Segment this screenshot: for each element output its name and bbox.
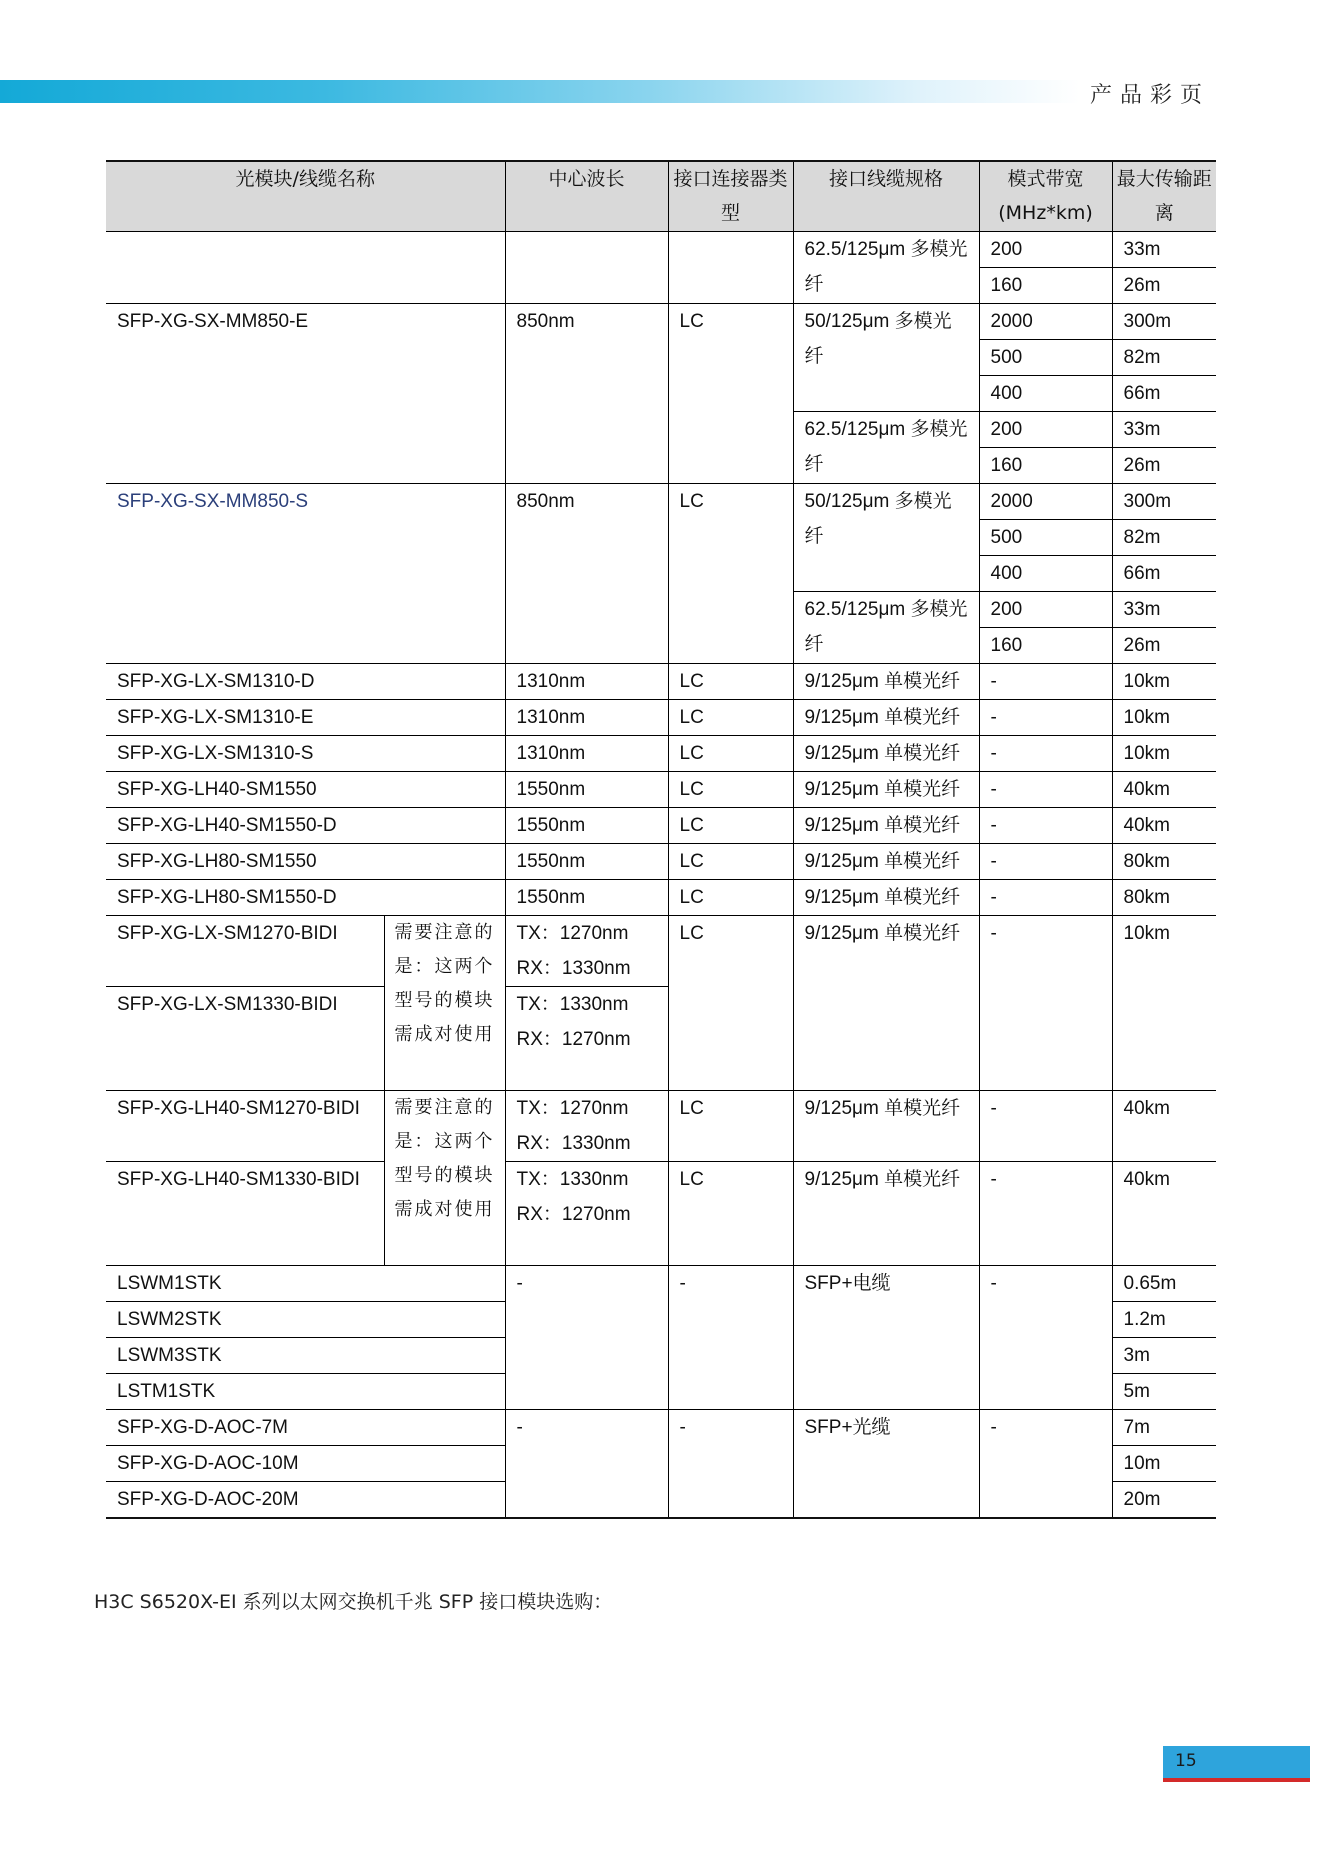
distance-cell: 300m [1112, 483, 1216, 519]
module-name-cell: SFP-XG-LX-SM1310-S [106, 735, 505, 771]
bandwidth-cell: 160 [979, 627, 1112, 663]
cable-spec-cell: 9/125μm 单模光纤 [793, 735, 979, 771]
wavelength-cell: 850nm [505, 483, 668, 663]
distance-cell: 33m [1112, 591, 1216, 627]
distance-cell: 7m [1112, 1409, 1216, 1445]
wavelength-cell [505, 231, 668, 303]
bandwidth-cell: - [979, 1265, 1112, 1409]
connector-cell: LC [668, 771, 793, 807]
cable-spec-cell: 50/125μm 多模光纤 [793, 483, 979, 591]
bandwidth-cell: - [979, 843, 1112, 879]
module-name-cell: LSWM3STK [106, 1337, 505, 1373]
bandwidth-cell: - [979, 1161, 1112, 1265]
bandwidth-cell: 400 [979, 555, 1112, 591]
distance-cell: 5m [1112, 1373, 1216, 1409]
table-row [106, 843, 1216, 879]
bandwidth-cell: 2000 [979, 483, 1112, 519]
distance-cell: 10km [1112, 915, 1216, 1090]
section-caption: H3C S6520X-EI 系列以太网交换机千兆 SFP 接口模块选购： [94, 1591, 613, 1613]
module-name-cell: SFP-XG-LX-SM1330-BIDI [106, 986, 384, 1090]
cable-spec-cell: 62.5/125μm 多模光纤 [793, 231, 979, 303]
module-name-cell: SFP-XG-LH40-SM1550 [106, 771, 505, 807]
module-name-cell: SFP-XG-D-AOC-7M [106, 1409, 505, 1445]
module-name-cell: SFP-XG-LX-SM1310-D [106, 663, 505, 699]
distance-cell: 26m [1112, 267, 1216, 303]
cable-spec-cell: 9/125μm 单模光纤 [793, 771, 979, 807]
distance-cell: 66m [1112, 375, 1216, 411]
header-connector: 接口连接器类型 [668, 161, 793, 231]
bandwidth-cell: 160 [979, 447, 1112, 483]
module-name-cell: SFP-XG-LH80-SM1550 [106, 843, 505, 879]
connector-cell: LC [668, 663, 793, 699]
bandwidth-cell: 500 [979, 339, 1112, 375]
bandwidth-cell: - [979, 807, 1112, 843]
distance-cell: 26m [1112, 447, 1216, 483]
module-name-cell: LSWM2STK [106, 1301, 505, 1337]
table-row [106, 879, 1216, 915]
header-accent-bar [0, 80, 1080, 103]
wavelength-cell: - [505, 1409, 668, 1518]
wavelength-cell: - [505, 1265, 668, 1409]
connector-cell: LC [668, 303, 793, 483]
header-module-name: 光模块/线缆名称 [106, 161, 505, 231]
distance-cell: 33m [1112, 231, 1216, 267]
distance-cell: 80km [1112, 843, 1216, 879]
distance-cell: 82m [1112, 339, 1216, 375]
distance-cell: 40km [1112, 771, 1216, 807]
cable-spec-cell: SFP+光缆 [793, 1409, 979, 1518]
cable-spec-cell: SFP+电缆 [793, 1265, 979, 1409]
header-cable-spec: 接口线缆规格 [793, 161, 979, 231]
cable-spec-cell: 9/125μm 单模光纤 [793, 807, 979, 843]
cable-spec-cell: 9/125μm 单模光纤 [793, 915, 979, 1090]
table-row [106, 699, 1216, 735]
cable-spec-cell: 50/125μm 多模光纤 [793, 303, 979, 411]
distance-cell: 10m [1112, 1445, 1216, 1481]
rx-wavelength: RX：1270nm [516, 1028, 631, 1050]
connector-cell: LC [668, 699, 793, 735]
connector-cell: LC [668, 915, 793, 1090]
wavelength-cell [505, 915, 668, 986]
distance-cell: 20m [1112, 1481, 1216, 1518]
header-title: 产品彩页 [1090, 83, 1211, 108]
wavelength-cell: 1550nm [505, 843, 668, 879]
cable-spec-cell: 9/125μm 单模光纤 [793, 1090, 979, 1161]
wavelength-cell: 1310nm [505, 663, 668, 699]
cable-spec-cell: 9/125μm 单模光纤 [793, 843, 979, 879]
bandwidth-cell: 200 [979, 411, 1112, 447]
table-row [106, 663, 1216, 699]
connector-cell: LC [668, 1090, 793, 1161]
cable-spec-cell: 9/125μm 单模光纤 [793, 1161, 979, 1265]
rx-wavelength: RX：1270nm [516, 1203, 631, 1225]
connector-cell: - [668, 1265, 793, 1409]
wavelength-cell: 1550nm [505, 879, 668, 915]
bandwidth-cell: 200 [979, 231, 1112, 267]
cable-spec-cell: 62.5/125μm 多模光纤 [793, 411, 979, 483]
connector-cell [668, 231, 793, 303]
pairing-note-cell: 需要注意的是：这两个型号的模块需成对使用 [384, 1090, 505, 1265]
module-name-cell [106, 231, 505, 303]
distance-cell: 26m [1112, 627, 1216, 663]
distance-cell: 40km [1112, 1161, 1216, 1265]
bandwidth-cell: - [979, 1409, 1112, 1518]
bandwidth-cell: 160 [979, 267, 1112, 303]
header-modal-bandwidth: 模式带宽(MHz*km) [979, 161, 1112, 231]
table-row [106, 1265, 1216, 1301]
distance-cell: 0.65m [1112, 1265, 1216, 1301]
wavelength-cell: 850nm [505, 303, 668, 483]
page-number-box [1163, 1746, 1310, 1782]
table-row [106, 1161, 1216, 1265]
table-row [106, 915, 1216, 986]
bandwidth-cell: - [979, 1090, 1112, 1161]
pairing-note-cell: 需要注意的是：这两个型号的模块需成对使用 [384, 915, 505, 1090]
distance-cell: 40km [1112, 1090, 1216, 1161]
connector-cell: LC [668, 879, 793, 915]
table-row [106, 483, 1216, 519]
module-name-cell: SFP-XG-D-AOC-10M [106, 1445, 505, 1481]
bandwidth-cell: - [979, 879, 1112, 915]
header-wavelength: 中心波长 [505, 161, 668, 231]
module-name-cell: SFP-XG-LX-SM1310-E [106, 699, 505, 735]
cable-spec-cell: 9/125μm 单模光纤 [793, 699, 979, 735]
wavelength-cell: 1310nm [505, 735, 668, 771]
cable-spec-cell: 62.5/125μm 多模光纤 [793, 591, 979, 663]
transceiver-spec-table [106, 160, 1216, 1519]
bandwidth-cell: 2000 [979, 303, 1112, 339]
table-row [106, 1409, 1216, 1445]
cable-spec-cell: 9/125μm 单模光纤 [793, 879, 979, 915]
tx-wavelength: TX：1330nm [516, 993, 629, 1015]
bandwidth-cell: - [979, 663, 1112, 699]
distance-cell: 82m [1112, 519, 1216, 555]
module-name-cell: SFP-XG-LH40-SM1330-BIDI [106, 1161, 384, 1265]
connector-cell: LC [668, 1161, 793, 1265]
header-max-distance: 最大传输距离 [1112, 161, 1216, 231]
distance-cell: 80km [1112, 879, 1216, 915]
tx-wavelength: TX：1270nm [516, 1097, 629, 1119]
wavelength-cell [505, 1161, 668, 1265]
rx-wavelength: RX：1330nm [516, 1132, 631, 1154]
distance-cell: 300m [1112, 303, 1216, 339]
distance-cell: 1.2m [1112, 1301, 1216, 1337]
module-name-cell: LSTM1STK [106, 1373, 505, 1409]
tx-wavelength: TX：1270nm [516, 922, 629, 944]
wavelength-cell [505, 986, 668, 1090]
distance-cell: 40km [1112, 807, 1216, 843]
bandwidth-cell: - [979, 771, 1112, 807]
table-row [106, 231, 1216, 267]
module-name-cell: SFP-XG-D-AOC-20M [106, 1481, 505, 1518]
table-row [106, 735, 1216, 771]
module-name-cell: SFP-XG-LH80-SM1550-D [106, 879, 505, 915]
rx-wavelength: RX：1330nm [516, 957, 631, 979]
distance-cell: 10km [1112, 735, 1216, 771]
distance-cell: 3m [1112, 1337, 1216, 1373]
connector-cell: LC [668, 807, 793, 843]
bandwidth-cell: 500 [979, 519, 1112, 555]
connector-cell: LC [668, 843, 793, 879]
bandwidth-cell: 400 [979, 375, 1112, 411]
bandwidth-cell: - [979, 699, 1112, 735]
tx-wavelength: TX：1330nm [516, 1168, 629, 1190]
module-name-cell: SFP-XG-SX-MM850-S [106, 483, 505, 663]
module-name-cell: SFP-XG-SX-MM850-E [106, 303, 505, 483]
module-name-cell: SFP-XG-LX-SM1270-BIDI [106, 915, 384, 986]
table-row [106, 303, 1216, 339]
bandwidth-cell: - [979, 735, 1112, 771]
table-row [106, 771, 1216, 807]
table-row [106, 807, 1216, 843]
distance-cell: 33m [1112, 411, 1216, 447]
wavelength-cell: 1550nm [505, 807, 668, 843]
connector-cell: - [668, 1409, 793, 1518]
module-name-cell: SFP-XG-LH40-SM1270-BIDI [106, 1090, 384, 1161]
table-header-row [106, 161, 1216, 231]
table-row [106, 1090, 1216, 1161]
wavelength-cell: 1310nm [505, 699, 668, 735]
connector-cell: LC [668, 483, 793, 663]
distance-cell: 66m [1112, 555, 1216, 591]
page-number: 15 [1175, 1751, 1197, 1771]
distance-cell: 10km [1112, 663, 1216, 699]
wavelength-cell [505, 1090, 668, 1161]
bandwidth-cell: 200 [979, 591, 1112, 627]
connector-cell: LC [668, 735, 793, 771]
module-name-cell: LSWM1STK [106, 1265, 505, 1301]
bandwidth-cell: - [979, 915, 1112, 1090]
wavelength-cell: 1550nm [505, 771, 668, 807]
cable-spec-cell: 9/125μm 单模光纤 [793, 663, 979, 699]
module-name-cell: SFP-XG-LH40-SM1550-D [106, 807, 505, 843]
distance-cell: 10km [1112, 699, 1216, 735]
